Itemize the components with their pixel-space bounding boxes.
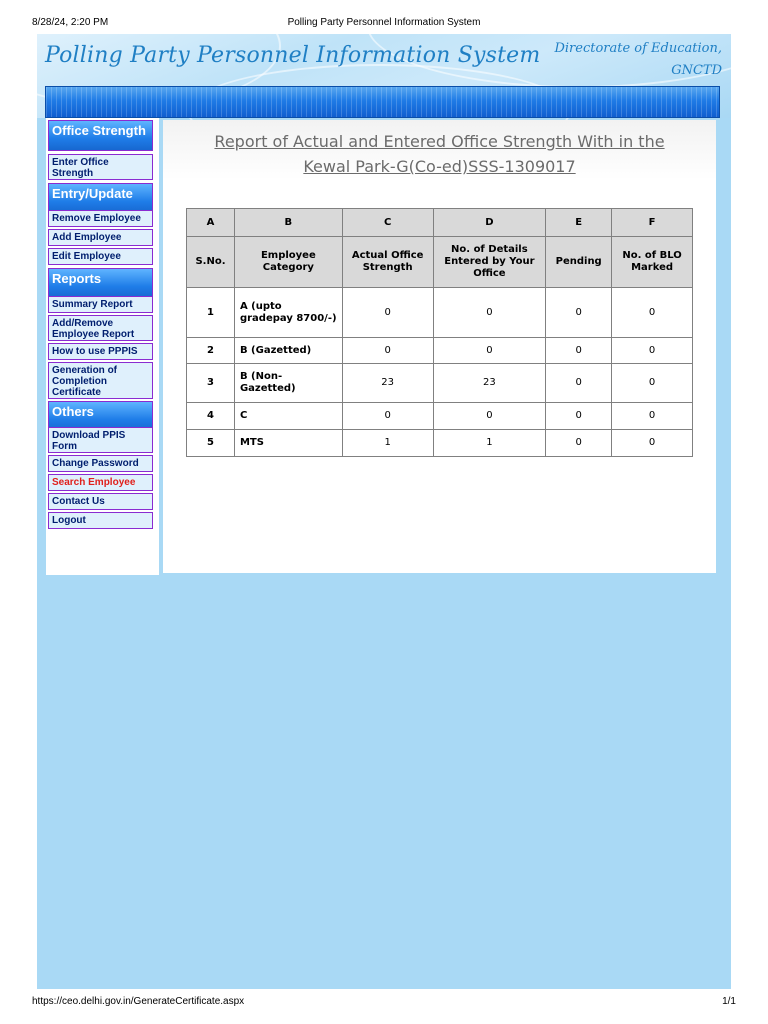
sidebar-item-logout[interactable]: Logout: [48, 512, 153, 529]
report-panel: [163, 120, 716, 573]
sidebar-heading-office-strength: Office Strength: [48, 120, 153, 151]
column-letter: E: [546, 209, 612, 237]
cell-entered: 23: [433, 364, 546, 403]
column-letter: D: [433, 209, 546, 237]
sidebar-item-edit-employee[interactable]: Edit Employee: [48, 248, 153, 265]
sidebar-item-how-to-use-pppis[interactable]: How to use PPPIS: [48, 343, 153, 360]
column-header: Pending: [546, 237, 612, 288]
cell-actual-strength: 0: [342, 338, 433, 364]
cell-blo-marked: 0: [612, 338, 693, 364]
cell-category: MTS: [234, 430, 342, 457]
report-title: [163, 129, 716, 179]
column-header: S.No.: [187, 237, 235, 288]
column-header-row: [187, 237, 693, 288]
table-row: [187, 288, 693, 338]
sidebar-item-add-employee[interactable]: Add Employee: [48, 229, 153, 246]
sidebar-heading-entry-update: Entry/Update: [48, 183, 153, 214]
directorate-line-2: GNCTD: [671, 63, 722, 78]
cell-entered: 1: [433, 430, 546, 457]
cell-category: B (Non-Gazetted): [234, 364, 342, 403]
sidebar-item-summary-report[interactable]: Summary Report: [48, 296, 153, 313]
sidebar-item-generation-of-completion-certificate[interactable]: Generation of Completion Certificate: [48, 362, 153, 399]
nav-bar: [45, 86, 720, 118]
report-title-line-1: Report of Actual and Entered Office Strength With in the: [214, 132, 665, 151]
print-footer: [0, 994, 768, 1014]
cell-blo-marked: 0: [612, 403, 693, 430]
sidebar-item-search-employee[interactable]: Search Employee: [48, 474, 153, 491]
column-letter: F: [612, 209, 693, 237]
cell-actual-strength: 0: [342, 403, 433, 430]
cell-entered: 0: [433, 403, 546, 430]
cell-actual-strength: 0: [342, 288, 433, 338]
cell-pending: 0: [546, 364, 612, 403]
cell-pending: 0: [546, 288, 612, 338]
cell-sno: 3: [187, 364, 235, 403]
cell-actual-strength: 1: [342, 430, 433, 457]
sidebar-item-remove-employee[interactable]: Remove Employee: [48, 210, 153, 227]
cell-blo-marked: 0: [612, 288, 693, 338]
sidebar-item-contact-us[interactable]: Contact Us: [48, 493, 153, 510]
office-strength-table: [186, 208, 693, 457]
print-page-number: 1/1: [722, 996, 736, 1007]
report-title-line-2: Kewal Park-G(Co-ed)SSS-1309017: [303, 157, 576, 176]
cell-sno: 2: [187, 338, 235, 364]
cell-category: A (upto gradepay 8700/-): [234, 288, 342, 338]
column-header: No. of BLO Marked: [612, 237, 693, 288]
directorate-title: [522, 38, 722, 82]
table-row: [187, 364, 693, 403]
column-header: Employee Category: [234, 237, 342, 288]
column-letter-row: [187, 209, 693, 237]
cell-pending: 0: [546, 338, 612, 364]
cell-pending: 0: [546, 430, 612, 457]
page-frame: [37, 34, 731, 989]
directorate-line-1: Directorate of Education,: [554, 41, 722, 56]
cell-blo-marked: 0: [612, 430, 693, 457]
cell-sno: 5: [187, 430, 235, 457]
column-header: No. of Details Entered by Your Office: [433, 237, 546, 288]
cell-pending: 0: [546, 403, 612, 430]
table-row: [187, 338, 693, 364]
cell-entered: 0: [433, 288, 546, 338]
column-letter: B: [234, 209, 342, 237]
column-header: Actual Office Strength: [342, 237, 433, 288]
table-row: [187, 430, 693, 457]
sidebar-item-add-remove-employee-report[interactable]: Add/Remove Employee Report: [48, 315, 153, 341]
cell-sno: 1: [187, 288, 235, 338]
sidebar: [46, 118, 159, 575]
cell-sno: 4: [187, 403, 235, 430]
column-letter: A: [187, 209, 235, 237]
cell-blo-marked: 0: [612, 364, 693, 403]
print-url: https://ceo.delhi.gov.in/GenerateCertificate.aspx: [32, 996, 245, 1007]
sidebar-item-change-password[interactable]: Change Password: [48, 455, 153, 472]
sidebar-item-download-ppis-form[interactable]: Download PPIS Form: [48, 427, 153, 453]
sidebar-heading-others: Others: [48, 401, 153, 432]
header-banner: [37, 34, 731, 118]
cell-category: C: [234, 403, 342, 430]
cell-entered: 0: [433, 338, 546, 364]
sidebar-item-enter-office-strength[interactable]: Enter Office Strength: [48, 154, 153, 180]
print-page-title: Polling Party Personnel Information System: [287, 17, 481, 28]
table-row: [187, 403, 693, 430]
column-letter: C: [342, 209, 433, 237]
site-title: Polling Party Personnel Information System: [45, 43, 541, 68]
print-header: [0, 0, 768, 34]
sidebar-heading-reports: Reports: [48, 268, 153, 299]
cell-category: B (Gazetted): [234, 338, 342, 364]
print-datetime: 8/28/24, 2:20 PM: [32, 17, 109, 28]
cell-actual-strength: 23: [342, 364, 433, 403]
